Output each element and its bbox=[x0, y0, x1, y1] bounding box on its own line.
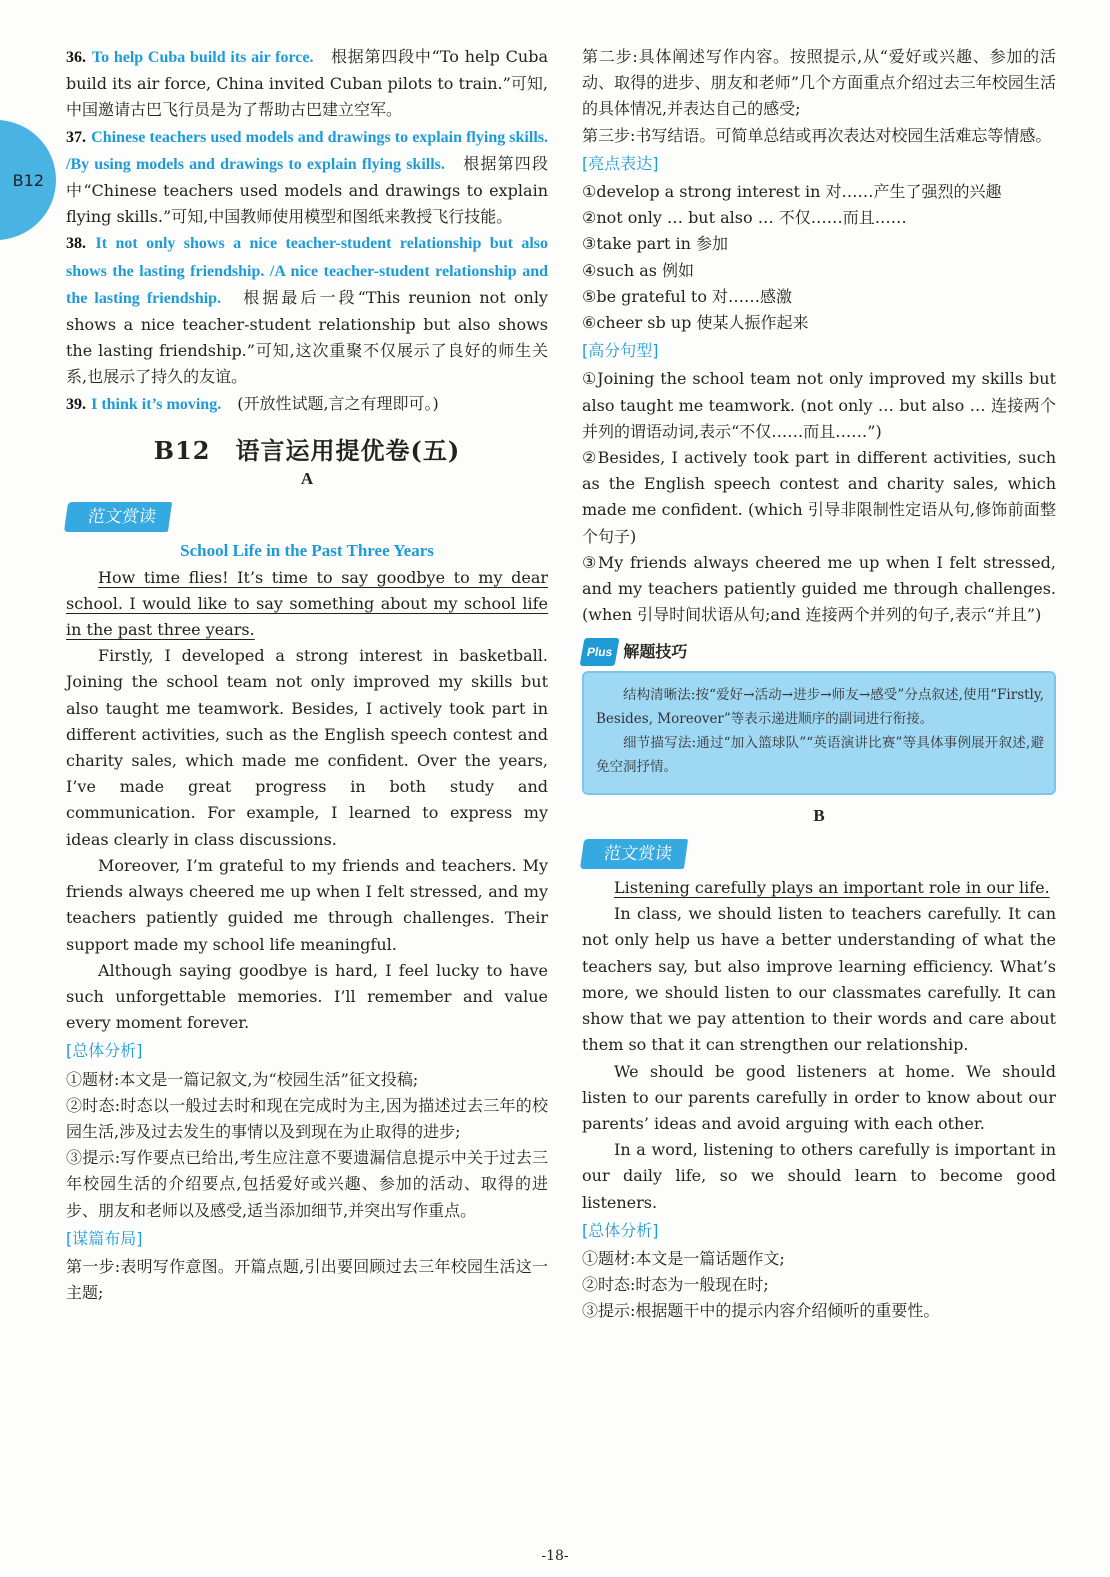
badge-model-essay-b: 范文赏读 bbox=[580, 839, 688, 869]
badge-model-essay-a: 范文赏读 bbox=[64, 502, 172, 532]
q38-answer: It not only shows a nice teacher-student relationship but also shows the lasting friendship. /A nice teacher-student relationship and the lasting friendship. bbox=[66, 235, 548, 307]
highlight-item-3: ③take part in 参加 bbox=[582, 234, 729, 254]
answer-37 bbox=[66, 124, 548, 231]
answer-38 bbox=[66, 230, 548, 390]
essay-paragraph-4: Although saying goodbye is hard, I feel lucky to have such unforgettable memories. I’ll remember and value every moment forever. bbox=[66, 960, 548, 1033]
q36-number: 36. bbox=[66, 49, 86, 66]
essay-paragraph-1: How time flies! It’s time to say goodbye to my dear school. I would like to say something about my school life in the past three years. bbox=[66, 567, 548, 640]
q38-number: 38. bbox=[66, 235, 86, 253]
layout-step-3: 第三步:书写结语。可简单总结或再次表达对校园生活难忘等情感。 bbox=[582, 125, 1052, 145]
b-analysis-heading: [总体分析] bbox=[582, 1220, 659, 1240]
essay-b-paragraph-2: In class, we should listen to teachers carefully. It can not only help us have a better understanding of what the teachers say, but also improve learning efficiency. What’s more, we should listen to our classmates carefully. It can show that we pay attention to their words and care about them so that it can strengthen our relationship. bbox=[582, 904, 1056, 1055]
highlight-item-1: ①develop a strong interest in 对……产生了强烈的兴趣 bbox=[582, 182, 1002, 202]
highlight-item-4: ④such as 例如 bbox=[582, 260, 695, 280]
analysis-item-2: ②时态:时态以一般过去时和现在完成时为主,因为描述过去三年的校园生活,涉及过去发生的事情以及到现在为止取得的进步; bbox=[66, 1095, 548, 1141]
highlight-item-2: ②not only … but also … 不仅……而且…… bbox=[582, 208, 907, 228]
sentence-item-3: ③My friends always cheered me up when I felt stressed, and my teachers patiently guided me through challenges. (when 引导时间状语从句;and 连接两个并列的句子,表示“并且”) bbox=[582, 552, 1056, 625]
sentence-item-2: ②Besides, I actively took part in different activities, such as the English speech contest and charity sales, which made me confident. (which 引导非限制性定语从句,修饰前面整个句子) bbox=[582, 448, 1056, 546]
side-tab-label: B12 bbox=[12, 170, 44, 190]
sentence-heading: [高分句型] bbox=[582, 341, 659, 361]
analysis-item-1: ①题材:本文是一篇记叙文,为“校园生活”征文投稿; bbox=[66, 1069, 419, 1089]
essay-paragraph-2: Firstly, I developed a strong interest in basketball. Joining the school team not only improved my skills but also taught me teamwork. Besides, I actively took part in different activities, such as the English speech contest and charity sales, which made me confident. Over the years, I’ve made great progress in both study and communication. For example, I learned to express my ideas clearly in class discussions. bbox=[66, 646, 548, 849]
b-analysis-item-1: ①题材:本文是一篇话题作文; bbox=[582, 1248, 785, 1268]
layout-heading: [谋篇布局] bbox=[66, 1228, 143, 1248]
page-number: -18- bbox=[541, 1548, 569, 1564]
plus-badge: Plus bbox=[580, 638, 620, 666]
q39-answer: I think it’s moving. bbox=[91, 395, 222, 413]
essay-title: School Life in the Past Three Years bbox=[180, 541, 434, 561]
letter-a: A bbox=[300, 469, 314, 489]
q38-explanation: 根据最后一段“This reunion not only shows a nice teacher-student relationship but also shows the lasting friendship.”可知,这次重聚不仅展示了良好的师生关系,也展示了持久的友谊。 bbox=[66, 287, 548, 387]
q39-number: 39. bbox=[66, 395, 86, 413]
tips-box bbox=[582, 671, 1056, 795]
section-title: B12 语言运用提优卷(五) bbox=[153, 435, 461, 465]
q37-answer: Chinese teachers used models and drawings to explain flying skills. /By using models and drawings to explain flying skills. bbox=[66, 128, 548, 173]
side-tab bbox=[0, 120, 56, 240]
highlight-item-5: ⑤be grateful to 对……感激 bbox=[582, 286, 793, 306]
layout-step-1: 第一步:表明写作意图。开篇点题,引出要回顾过去三年校园生活这一主题; bbox=[66, 1256, 548, 1303]
tips-item-2: 细节描写法:通过“加入篮球队”“英语演讲比赛”等具体事例展开叙述,避免空洞抒情。 bbox=[596, 734, 1044, 775]
essay-paragraph-3: Moreover, I’m grateful to my friends and teachers. My friends always cheered me up when I felt stressed, and my teachers patiently guided me through challenges. Their support made my school life meaningful. bbox=[66, 855, 548, 954]
analysis-heading: [总体分析] bbox=[66, 1041, 143, 1061]
letter-b: B bbox=[813, 805, 825, 825]
q39-explanation: (开放性试题,言之有理即可。) bbox=[237, 393, 439, 413]
q37-explanation: 根据第四段中“Chinese teachers used models and drawings to explain flying skills.”可知,中国教师使用模型和图纸来教授飞行技能。 bbox=[66, 153, 548, 227]
essay-b-paragraph-4: In a word, listening to others carefully is important in our daily life, so we should learn to become good listeners. bbox=[582, 1140, 1056, 1212]
q36-answer: To help Cuba build its air force. bbox=[91, 49, 314, 66]
essay-b-paragraph-1: Listening carefully plays an important role in our life. bbox=[614, 878, 1050, 898]
q37-number: 37. bbox=[66, 128, 86, 146]
answer-36 bbox=[66, 44, 548, 124]
highlight-heading: [亮点表达] bbox=[582, 153, 659, 173]
highlight-item-6: ⑥cheer sb up 使某人振作起来 bbox=[582, 313, 809, 333]
b-analysis-item-3: ③提示:根据题干中的提示内容介绍倾听的重要性。 bbox=[582, 1301, 940, 1321]
essay-b-paragraph-3: We should be good listeners at home. We should listen to our parents carefully in order to know about our parents’ ideas and avoid arguing with each other. bbox=[582, 1061, 1056, 1133]
q36-explanation: 根据第四段中“To help Cuba build its air force, China invited Cuban pilots to train.”可知,中国邀请古巴飞行员是为了帮助古巴建立空军。 bbox=[66, 47, 548, 120]
tips-header bbox=[582, 638, 1056, 666]
answer-39 bbox=[66, 391, 548, 418]
tips-item-1: 结构清晰法:按“爱好→活动→进步→师友→感受”分点叙述,使用“Firstly, Besides, Moreover”等表示递进顺序的副词进行衔接。 bbox=[596, 686, 1044, 727]
layout-step-2: 第二步:具体阐述写作内容。按照提示,从“爱好或兴趣、参加的活动、取得的进步、朋友和老师”几个方面重点介绍过去三年校园生活的具体情况,并表达自己的感受; bbox=[582, 47, 1056, 119]
b-analysis-item-2: ②时态:时态为一般现在时; bbox=[582, 1275, 769, 1295]
analysis-item-3: ③提示:写作要点已给出,考生应注意不要遗漏信息提示中关于过去三年校园生活的介绍要点,包括爱好或兴趣、参加的活动、取得的进步、朋友和老师以及感受,适当添加细节,并突出写作重点。 bbox=[66, 1148, 548, 1220]
sentence-item-1: ①Joining the school team not only improved my skills but also taught me teamwork. (not only … but also … 连接两个并列的谓语动词,表示“不仅……而且……”) bbox=[582, 369, 1056, 441]
tips-title: 解题技巧 bbox=[623, 642, 688, 662]
right-column bbox=[582, 44, 1056, 1325]
left-column bbox=[66, 44, 548, 1306]
